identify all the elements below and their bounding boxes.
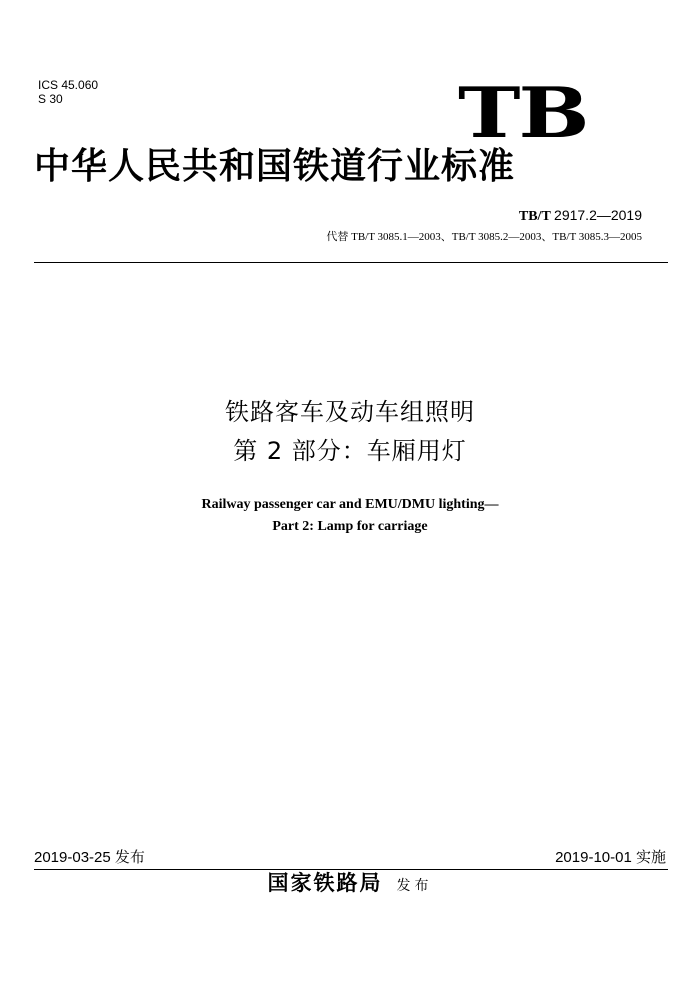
issuer-line [0,868,700,901]
implementation-date: 2019-10-01 实施 [555,849,666,866]
title-english-line1: Railway passenger car and EMU/DMU lighting— [201,497,499,512]
title-chinese-line1: 铁路客车及动车组照明 [225,398,475,426]
ics-code: ICS 45.060 [38,78,99,92]
title-english-line2: Part 2: Lamp for carriage [272,519,428,534]
issuer-organization: 国家铁路局 [267,870,383,895]
issuer-action: 发布 [396,878,433,894]
issue-date: 2019-03-25 发布 [34,849,145,866]
standard-prefix: TB/T [518,209,551,224]
replaces-note: 代替 TB/T 3085.1—2003、TB/T 3085.2—2003、TB/T 3085.3—2005 [326,231,642,243]
standard-type-heading: 中华人民共和国铁道行业标准 [34,145,516,187]
title-chinese-line2: 第 2 部分：车厢用灯 [233,437,467,465]
top-divider [34,262,668,263]
ccs-code: S 30 [38,92,63,106]
standard-number [519,207,642,225]
standard-code: 2917.2—2019 [554,207,642,223]
tb-logo: TB [458,72,588,154]
